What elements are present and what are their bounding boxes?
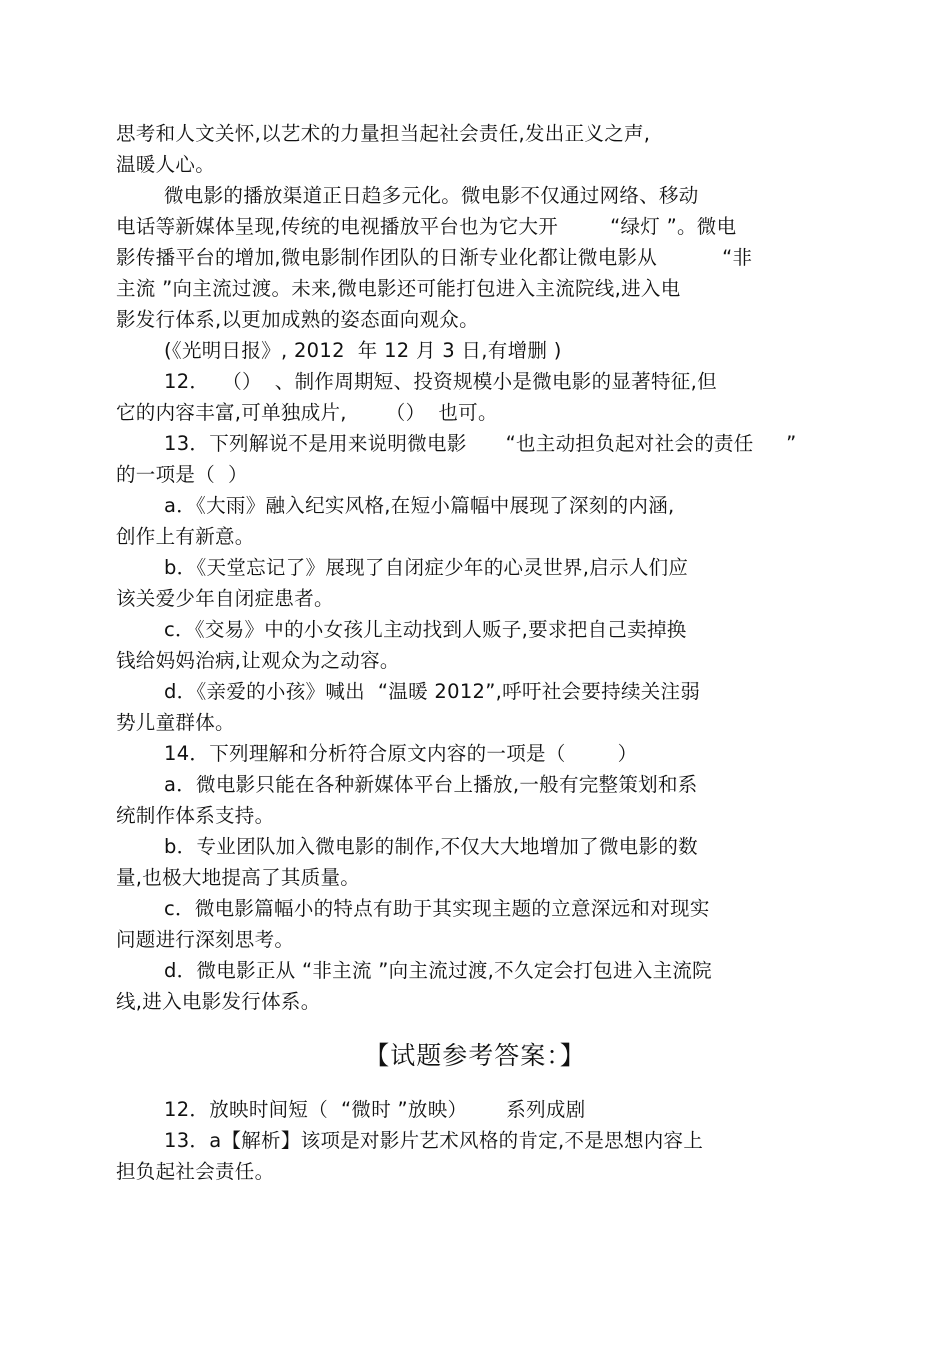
paragraph-start: 微电影的播放渠道正日趋多元化。微电影不仅通过网络、移动 xyxy=(164,184,699,207)
body-line: 量,也极大地提高了其质量。 xyxy=(116,866,361,889)
body-line: 影发行体系,以更加成熟的姿态面向观众。 xyxy=(116,308,479,331)
answer-heading: 【试题参考答案：】 xyxy=(364,1041,586,1070)
body-line: 统制作体系支持。 xyxy=(116,804,275,827)
option-a: a．《大雨》融入纪实风格,在短小篇幅中展现了深刻的内涵, xyxy=(164,494,675,517)
body-line: 影传播平台的增加,微电影制作团队的日渐专业化都让微电影从 “非 xyxy=(116,246,753,269)
option-b: b．专业团队加入微电影的制作,不仅大大地增加了微电影的数 xyxy=(164,835,698,858)
body-line: 主流 ”向主流过渡。未来,微电影还可能打包进入主流院线,进入电 xyxy=(116,277,681,300)
body-line: 问题进行深刻思考。 xyxy=(116,928,295,951)
option-b: b．《天堂忘记了》展现了自闭症少年的心灵世界,启示人们应 xyxy=(164,556,689,579)
answer-12: 12．放映时间短（ “微时 ”放映） 系列成剧 xyxy=(164,1098,586,1121)
body-line: 钱给妈妈治病,让观众为之动容。 xyxy=(116,649,400,672)
body-line: 线,进入电影发行体系。 xyxy=(116,990,321,1013)
answer-13: 13．a【解析】该项是对影片艺术风格的肯定,不是思想内容上 xyxy=(164,1129,704,1152)
body-line: 创作上有新意。 xyxy=(116,525,255,548)
question-14: 14．下列理解和分析符合原文内容的一项是（ ） xyxy=(164,742,638,765)
option-c: c．微电影篇幅小的特点有助于其实现主题的立意深远和对现实 xyxy=(164,897,710,920)
body-line: 温暖人心。 xyxy=(116,153,216,176)
body-line: 思考和人文关怀,以艺术的力量担当起社会责任,发出正义之声, xyxy=(116,122,651,145)
body-line: 的一项是（ ） xyxy=(116,463,248,486)
option-c: c．《交易》中的小女孩儿主动找到人贩子,要求把自己卖掉换 xyxy=(164,618,687,641)
option-d: d．微电影正从 “非主流 ”向主流过渡,不久定会打包进入主流院 xyxy=(164,959,712,982)
option-d: d．《亲爱的小孩》喊出 “温暖 2012”,呼吁社会要持续关注弱 xyxy=(164,680,701,703)
body-line: 该关爱少年自闭症患者。 xyxy=(116,587,334,610)
body-line: 势儿童群体。 xyxy=(116,711,235,734)
option-a: a．微电影只能在各种新媒体平台上播放,一般有完整策划和系 xyxy=(164,773,698,796)
body-line: 电话等新媒体呈现,传统的电视播放平台也为它大开 “绿灯 ”。微电 xyxy=(116,215,737,238)
question-12: 12． （） 、制作周期短、投资规模小是微电影的显著特征,但 xyxy=(164,370,717,393)
question-13: 13．下列解说不是用来说明微电影 “也主动担负起对社会的责任 ” xyxy=(164,432,797,455)
source-citation: (《光明日报》, 2012 年 12 月 3 日,有增删 ) xyxy=(164,339,562,362)
body-line: 担负起社会责任。 xyxy=(116,1160,275,1183)
body-line: 它的内容丰富,可单独成片, （） 也可。 xyxy=(116,401,498,424)
